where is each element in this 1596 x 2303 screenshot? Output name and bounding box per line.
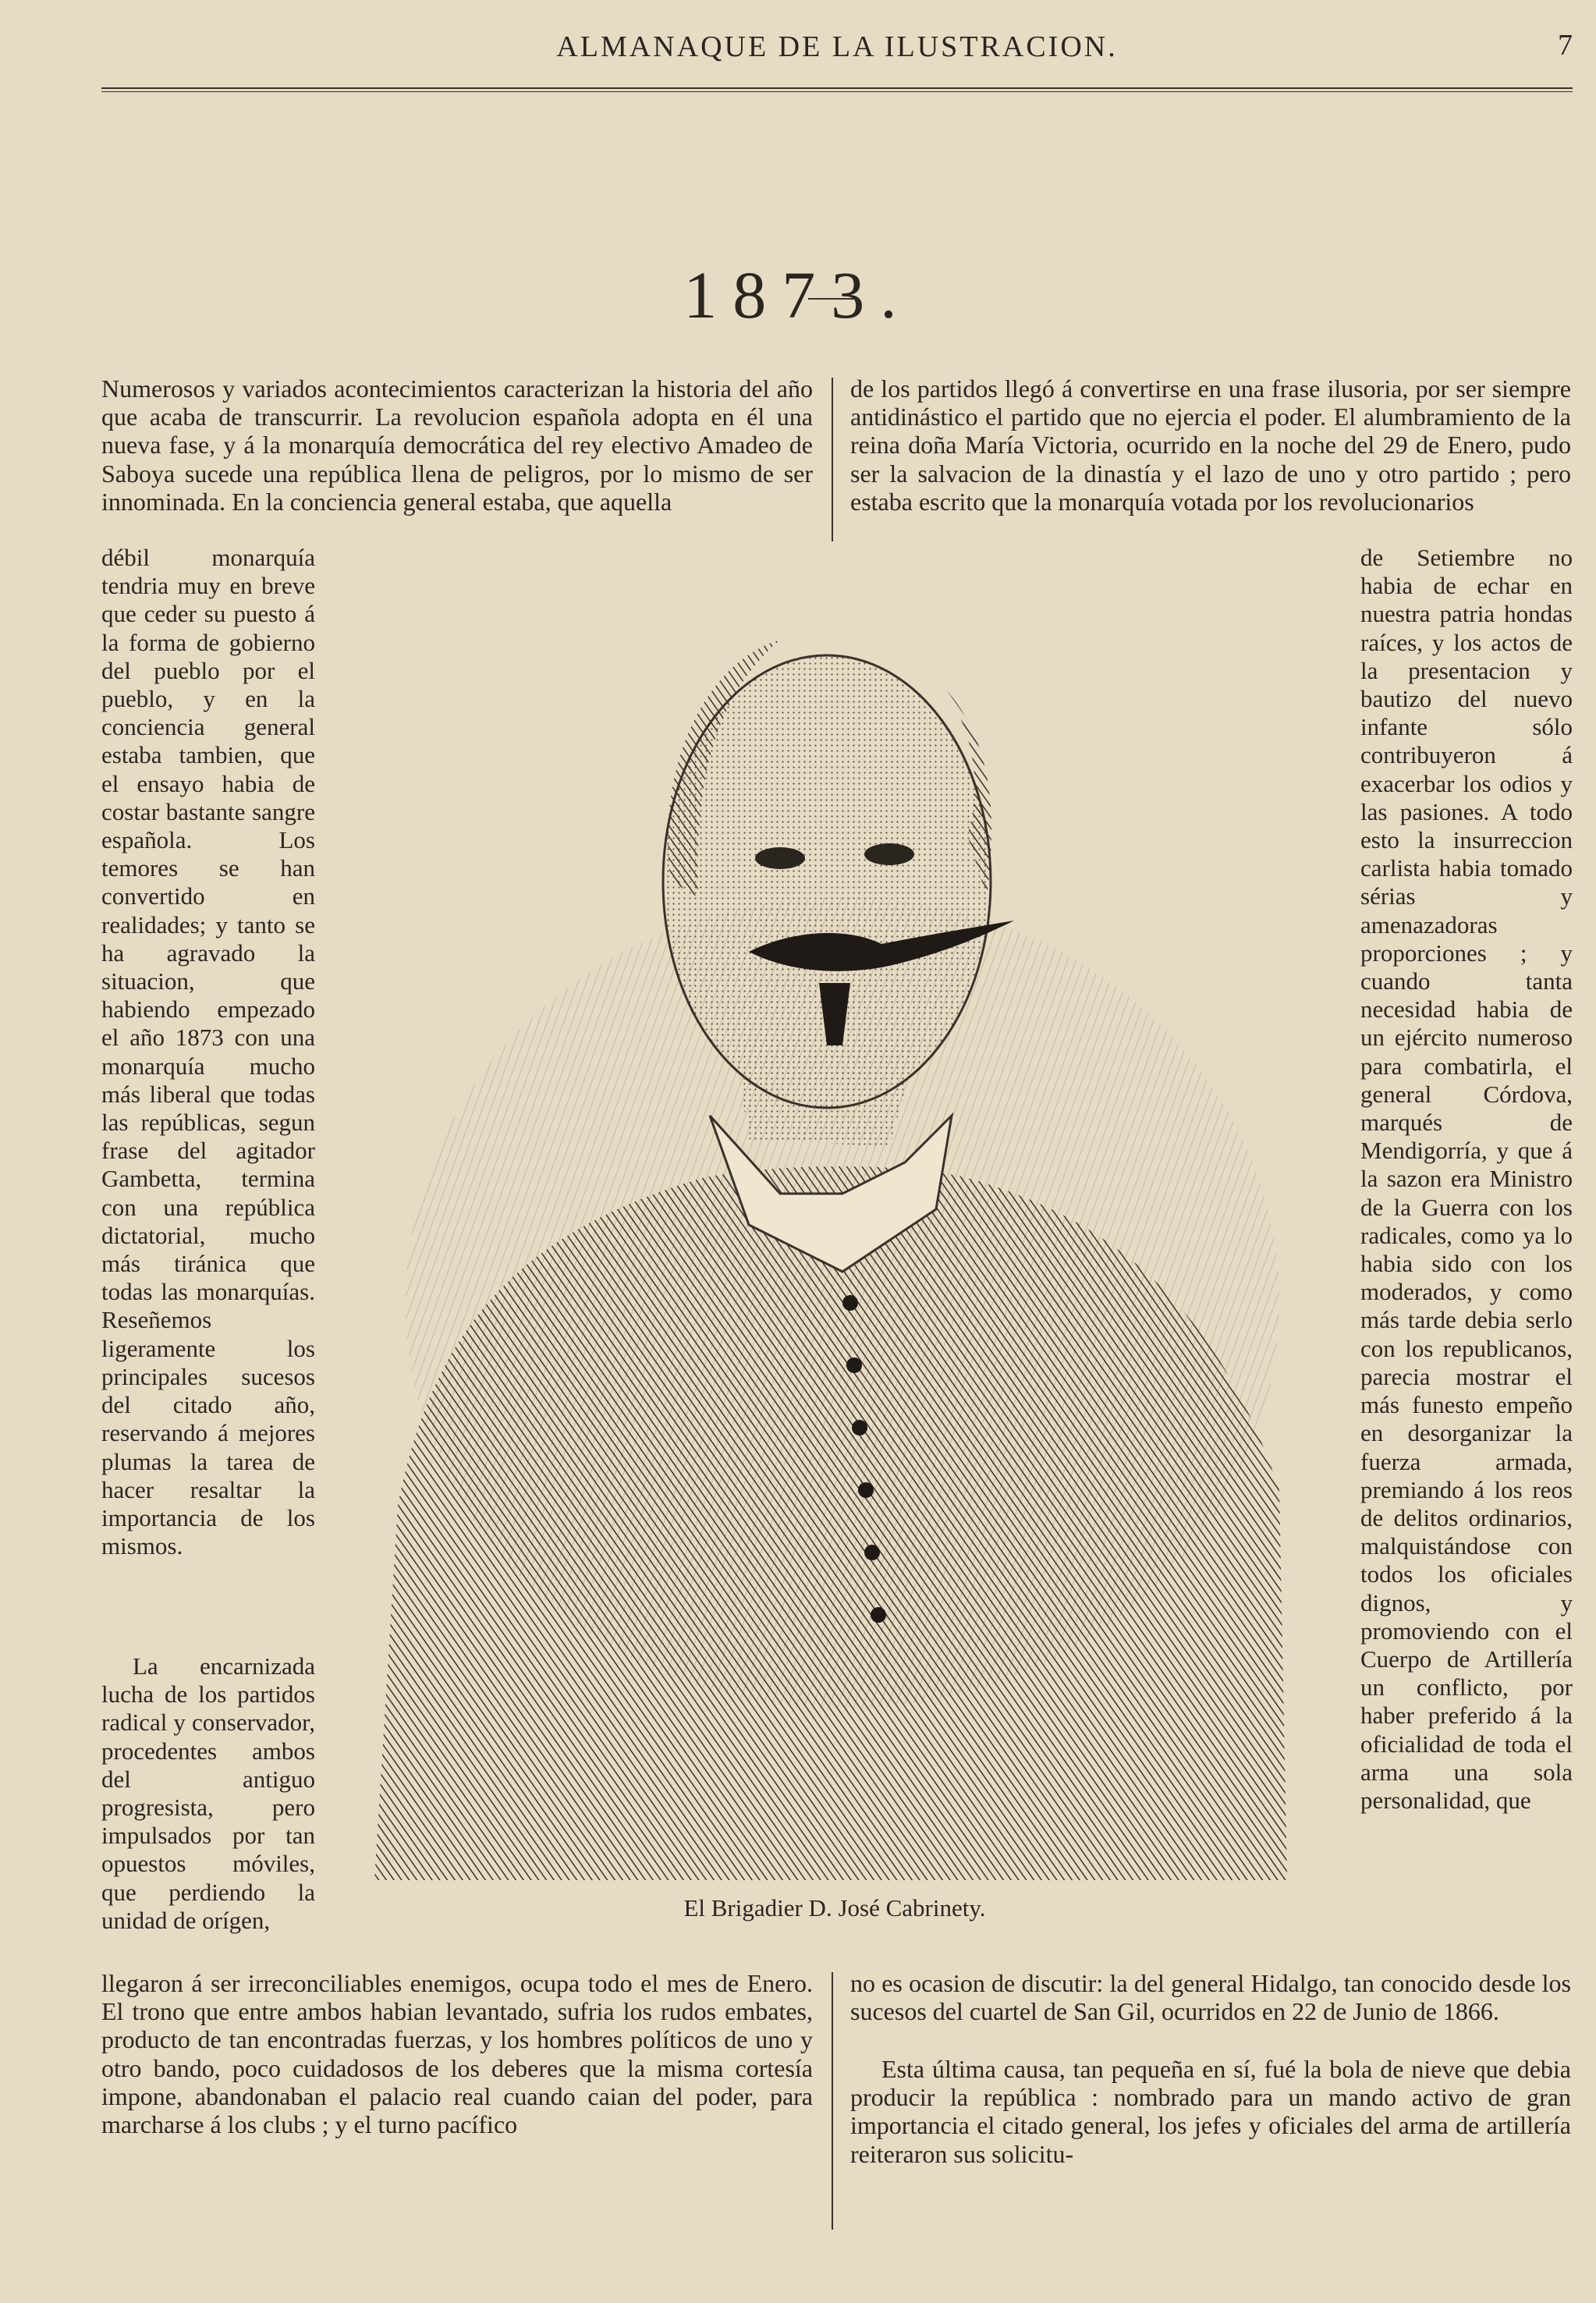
text-bottom-left: llegaron á ser irreconciliables enemigos, ocupa todo el mes de Enero. El trono que entre ambos habian levantado, sufria los rudos embates, producto de tan encontradas fuerzas, y los hombres políticos de uno y otro bando, poco cuidadosos de los deberes que la misma cortesía impone, abandonaban el palacio real cuando caian del poder, para marcharse á los clubs ; y el turno pacífico [101,1969,813,2139]
header-rule [101,87,1573,92]
column-rule-top [832,378,833,541]
page-title: 1873. [683,257,913,332]
text-top-right: de los partidos llegó á convertirse en una frase ilusoria, por ser siempre antidinástico el partido que no ejercia el poder. El alumbramiento de la reina doña María Victoria, ocurrido en la noche del 29 de Enero, pudo ser la salvacion de la dinastía y el lazo de uno y otro partido ; pero estaba escrito que la monarquía votada por los revolucionarios [850,374,1571,516]
left-eye [755,847,805,869]
column-rule-bottom [832,1972,833,2230]
text-top-left: Numerosos y variados acontecimientos caracterizan la historia del año que acaba de transcurrir. La revolucion española adopta en él una nueva fase, y á la monarquía democrática del rey electivo Amadeo de Saboya sucede una república llena de peligros, por lo mismo de ser innominada. En la conciencia general estaba, que aquella [101,374,813,516]
text-narrow-left: débil monarquía tendria muy en breve que ceder su puesto á la forma de gobierno del pueblo por el pueblo, y en la conciencia general estaba tambien, que el ensayo habia de costar bastante sangre española. Los temores se han convertido en realidades; y tanto se ha agravado la situacion, que habiendo empezado el año 1873 con una monarquía mucho más liberal que todas las repúblicas, segun frase del agitador Gambetta, termina con una república dictatorial, mucho más tiránica que todas las monarquías. Reseñemos ligeramente los principales sucesos del citado año, reservando á mejores plumas la tarea de hacer resaltar la importancia de los mismos. [101,544,315,1560]
text-narrow-right: de Setiembre no habia de echar en nuestra patria hondas raíces, y los actos de la presentacion y bautizo del nuevo infante sólo contribuyeron á exacerbar los odios y las pasiones. A todo esto la insurreccion carlista habia tomado sérias y amenazadoras proporciones ; y cuando tanta necesidad habia de un ejército numeroso para combatirla, el general Córdova, marqués de Mendigorría, y que á la sazon era Ministro de la Guerra con los radicales, como ya lo habia sido con los moderados, y como más tarde debia serlo con los republicanos, parecia mostrar el más funesto empeño en desorganizar la fuerza armada, premiando á los reos de delitos ordinarios, malquistándose con todos los oficiales dignos, y promoviendo con el Cuerpo de Artillería un conflicto, por haber preferido á la oficialidad de toda el arma una sola personalidad, que [1360,544,1573,1814]
text-bottom-right-2-body: Esta última causa, tan pequeña en sí, fué la bola de nieve que debia producir la república : nombrado para un mando activo de gran importancia el citado general, los jefes y oficiales del arma de artillería reiteraron sus solicitu- [850,2055,1571,2168]
text-narrow-left-2 [101,1652,315,1935]
portrait-caption: El Brigadier D. José Cabrinety. [683,1894,986,1922]
text-bottom-right-2 [850,2055,1571,2168]
page-number: 7 [1558,29,1573,62]
right-eye [864,843,914,865]
title-rule [808,298,858,300]
running-head: ALMANAQUE DE LA ILUSTRACION. [556,30,1118,63]
text-narrow-left-2-body: La encarnizada lucha de los partidos radical y conservador, procedentes ambos del antiguo progresista, pero impulsados por tan opuestos móviles, que perdiendo la unidad de orígen, [101,1652,315,1934]
portrait-engraving [343,601,1326,1880]
text-bottom-right-1: no es ocasion de discutir: la del general Hidalgo, tan conocido desde los sucesos del cuartel de San Gil, ocurridos en 22 de Junio de 1866. [850,1969,1571,2026]
